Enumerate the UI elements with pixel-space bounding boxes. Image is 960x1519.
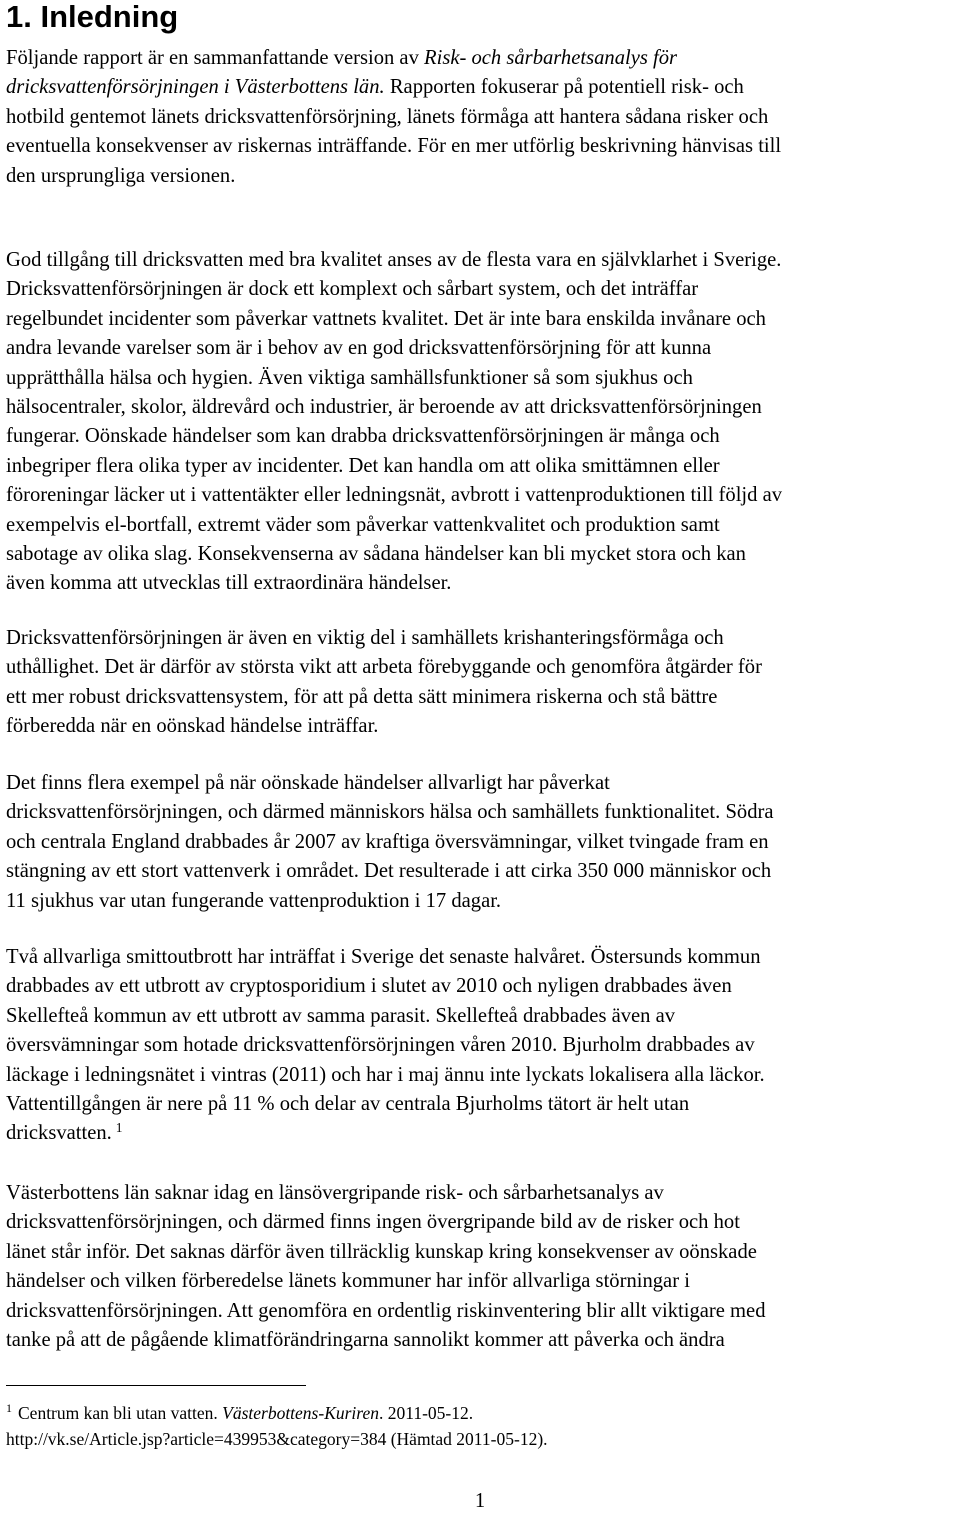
report-title-italic: dricksvattenförsörjningen i Västerbottens län.	[6, 76, 385, 99]
text-line: 11 sjukhus var utan fungerande vattenproduktion i 17 dagar.	[6, 889, 502, 912]
text-line: dricksvattenförsörjningen, och därmed människors hälsa och samhällets funktionalitet. Södra	[6, 801, 774, 824]
text-line: stängning av ett stort vattenverk i området. Det resulterade i att cirka 350 000 människor och	[6, 860, 772, 883]
text-line: Skellefteå kommun av ett utbrott av samma parasit. Skellefteå drabbades även av	[6, 1004, 676, 1027]
text-line: dricksvattenförsörjningen. Att genomföra en ordentlig riskinventering blir allt viktigare med	[6, 1299, 766, 1322]
footnote-source: Västerbottens-Kuriren	[222, 1403, 379, 1423]
text-line: inbegriper flera olika typer av incidenter. Det kan handla om att olika smittämnen eller	[6, 454, 720, 477]
text-line: sabotage av olika slag. Konsekvenserna av sådana händelser kan bli mycket stora och kan	[6, 543, 746, 566]
text-line: dricksvattenförsörjningen, och därmed finns ingen övergripande bild av de risker och hot	[6, 1211, 740, 1234]
text-line: fungerar. Oönskade händelser som kan drabba dricksvattenförsörjningen är många och	[6, 425, 720, 448]
text-line: ett mer robust dricksvattensystem, för att på detta sätt minimera riskerna och stå bättre	[6, 685, 718, 708]
footnote-url[interactable]: http://vk.se/Article.jsp?article=439953&category=384 (Hämtad 2011-05-12).	[6, 1429, 548, 1449]
text-line: läckage i ledningsnätet i vintras (2011) och har i maj ännu inte lyckats lokalisera alla läckor.	[6, 1063, 765, 1086]
text-line: förberedda när en oönskad händelse inträffar.	[6, 715, 379, 738]
text-line: Dricksvattenförsörjningen är även en viktig del i samhällets krishanteringsförmåga och	[6, 627, 724, 649]
footnote-reference[interactable]: 1	[115, 1119, 123, 1135]
text-line: även komma att utvecklas till extraordinära händelser.	[6, 572, 452, 595]
footnote-line: $^1$ Centrum kan bli utan vatten. Västerbottens-Kuriren. 2011-05-12.	[6, 1401, 474, 1423]
paragraph-crisis-management	[6, 624, 950, 742]
text-line: God tillgång till dricksvatten med bra kvalitet anses av de flesta vara en självklarhet i Sverige.	[6, 249, 782, 271]
text-line: den ursprungliga versionen.	[6, 164, 236, 187]
text-line: föroreningar läcker ut i vattentäkter eller ledningsnät, avbrott i vattenproduktionen till följd av	[6, 484, 783, 507]
text-line: hotbild gentemot länets dricksvattenförsörjning, länets förmåga att hantera sådana risker och	[6, 105, 769, 128]
text-line: och centrala England drabbades år 2007 av kraftiga översvämningar, vilket tvingade fram en	[6, 830, 769, 853]
page-number: 1	[474, 1490, 486, 1512]
text-line: Västerbottens län saknar idag en länsövergripande risk- och sårbarhetsanalys av	[6, 1182, 664, 1204]
text-line: hälsocentraler, skolor, äldrevård och industrier, är beroende av att dricksvattenförsörjningen	[6, 396, 762, 419]
text-line: händelser och vilken förberedelse länets kommuner har inför allvarliga störningar i	[6, 1270, 690, 1293]
section-heading: 1. Inledning	[6, 0, 179, 34]
footnote	[6, 1400, 950, 1452]
paragraph-vasterbotten	[6, 1179, 950, 1355]
text-line: tanke på att de pågående klimatförändringarna sannolikt kommer att påverka och ändra	[6, 1329, 725, 1352]
text-line: regelbundet incidenter som påverkar vattnets kvalitet. Det är inte bara enskilda invånare och	[6, 307, 766, 330]
paragraph-drinking-water	[6, 246, 950, 599]
paragraph-outbreaks	[6, 943, 950, 1149]
report-title-italic: Risk- och sårbarhetsanalys för	[424, 47, 678, 69]
text-line: dricksvattenförsörjningen i Västerbottens län. Rapporten fokuserar på potentiell risk- och	[6, 76, 744, 99]
text-line: Det finns flera exempel på när oönskade händelser allvarligt har påverkat	[6, 772, 610, 794]
text-line: Vattentillgången är nere på 11 % och delar av centrala Bjurholms tätort är helt utan	[6, 1093, 690, 1116]
paragraph-examples	[6, 769, 950, 916]
text-line: översvämningar som hotade dricksvattenförsörjningen våren 2010. Bjurholm drabbades av	[6, 1034, 755, 1057]
text-line: eventuella konsekvenser av riskernas inträffande. För en mer utförlig beskrivning hänvisas till	[6, 135, 782, 158]
paragraph-intro	[6, 44, 950, 191]
text-line: andra levande varelser som är i behov av en god dricksvattenförsörjning för att kunna	[6, 337, 712, 360]
footnote-separator	[6, 1385, 306, 1386]
text-line: drabbades av ett utbrott av cryptosporidium i slutet av 2010 och nyligen drabbades även	[6, 975, 732, 998]
text-line: dricksvatten. $^1$	[6, 1119, 123, 1145]
text-line: Följande rapport är en sammanfattande version av Risk- och sårbarhetsanalys för	[6, 47, 678, 69]
text-line: Två allvarliga smittoutbrott har inträffat i Sverige det senaste halvåret. Östersunds kommun	[6, 946, 761, 968]
text-line: uthållighet. Det är därför av största vikt att arbeta förebyggande och genomföra åtgärder för	[6, 656, 762, 679]
footnote-number: 1	[6, 1401, 12, 1416]
text-line: exempelvis el-bortfall, extremt väder som påverkar vattenkvalitet och produktion samt	[6, 513, 720, 536]
text-line: Dricksvattenförsörjningen är dock ett komplext och sårbart system, och det inträffar	[6, 278, 699, 301]
text-line: upprätthålla hälsa och hygien. Även viktiga samhällsfunktioner så som sjukhus och	[6, 366, 693, 389]
text-line: länet står inför. Det saknas därför även tillräcklig kunskap kring konsekvenser av oönskade	[6, 1240, 757, 1263]
